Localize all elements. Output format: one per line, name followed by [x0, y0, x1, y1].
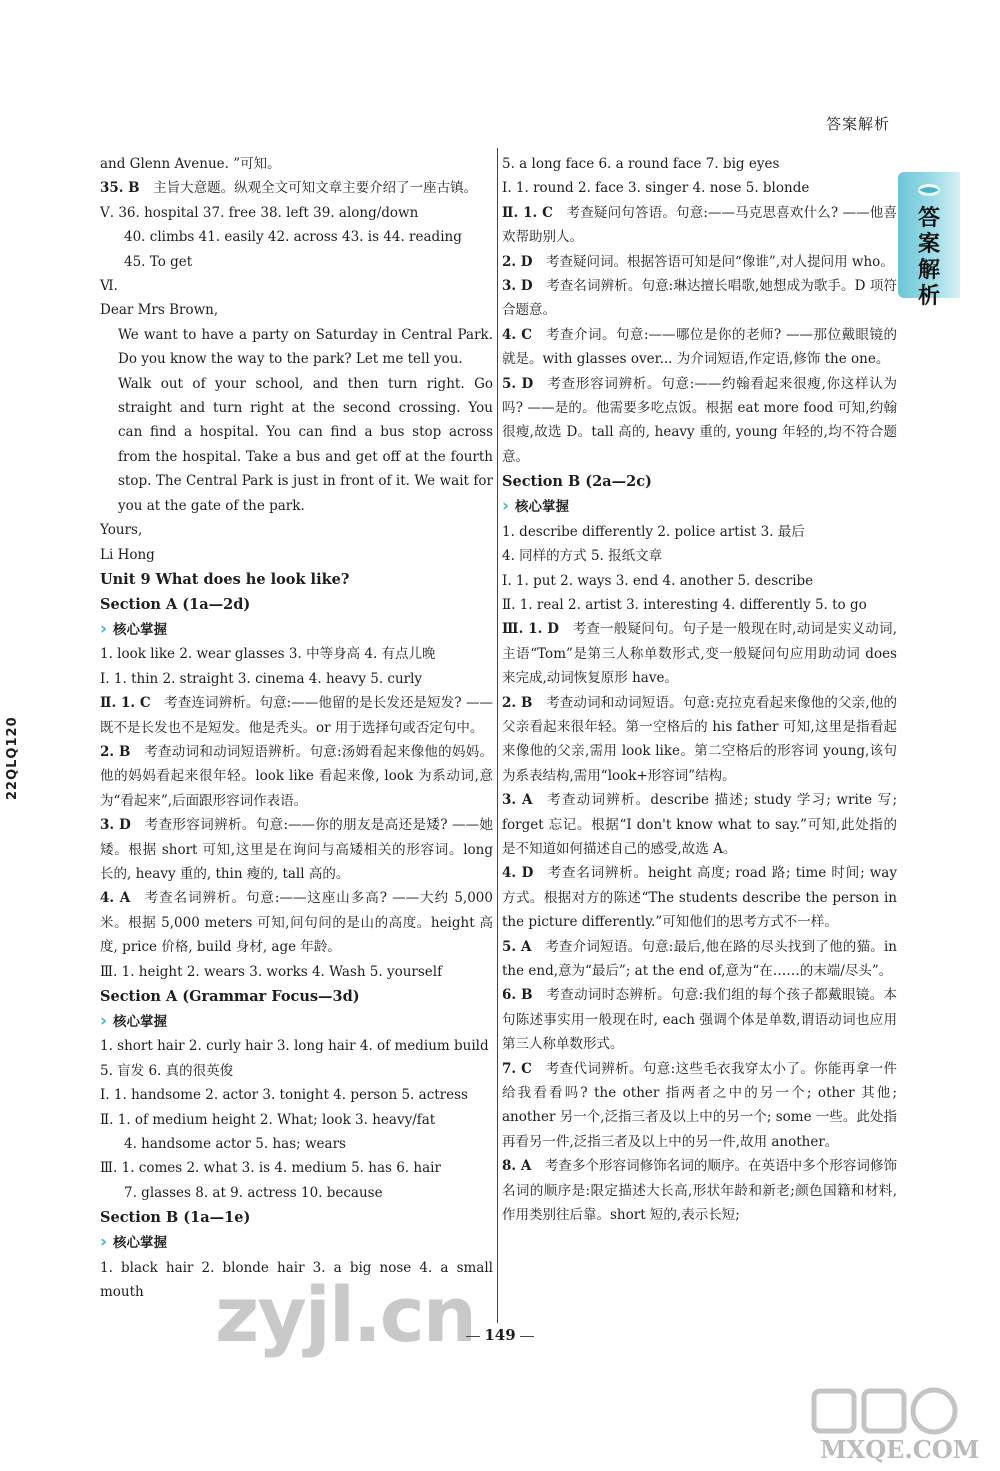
subsection-heading: › 核心掌握 — [100, 1230, 493, 1255]
column-divider — [497, 148, 498, 1323]
side-section-tab — [898, 172, 960, 309]
answer-item — [502, 788, 897, 861]
answer-explanation: 考查一般疑问句。句子是一般现在时,动词是实义动词,主语“Tom”是第三人称单数形式,变一般疑问句应用助动词 does 来完成,动词恢复原形 have。 — [502, 621, 897, 687]
answer-item — [502, 372, 897, 470]
text-line: Ⅰ. 1. handsome 2. actor 3. tonight 4. person 5. actress — [100, 1087, 468, 1104]
side-code-text: 22QLQ120 — [5, 716, 20, 800]
answer-number: 5. D — [502, 375, 534, 392]
letter-signoff: Yours, — [100, 522, 143, 539]
text-line: Ⅰ. 1. round 2. face 3. singer 4. nose 5. blonde — [502, 180, 810, 197]
text-line: 1. describe differently 2. police artist 3. 最后 — [502, 523, 805, 540]
answer-explanation: 考查名词辨析。句意:琳达擅长唱歌,她想成为歌手。D 项符合题意。 — [502, 278, 897, 319]
answer-number: 3. D — [100, 817, 131, 834]
section-title: Section B (1a—1e) — [100, 1209, 251, 1227]
answer-item — [100, 886, 493, 959]
answer-explanation: 考查名词辨析。height 高度; road 路; time 时间; way 方式。根据对方的陈述“The students describe the person in the picture differently.”可知他们的思考方式不一样。 — [502, 865, 897, 931]
answer-item — [502, 1154, 897, 1227]
answer-item — [100, 176, 493, 200]
answer-number: 7. C — [502, 1060, 532, 1077]
answer-explanation: 考查动词辨析。describe 描述; study 学习; write 写; forget 忘记。根据“I don't know what to say.”可知,此处指的是不知道如何描述自己的感受,故选 A。 — [502, 792, 897, 857]
leaf-icon — [916, 182, 942, 198]
text-line: 45. To get — [124, 253, 193, 270]
subsection-heading: › 核心掌握 — [100, 1009, 493, 1034]
answer-item — [100, 813, 493, 886]
text-line: Ⅱ. 1. real 2. artist 3. interesting 4. differently 5. to go — [502, 596, 867, 613]
page-header-title: 答案解析 — [825, 115, 890, 133]
answer-item — [502, 274, 897, 323]
answer-explanation: 考查介词。句意:——哪位是你的老师? ——那位戴眼镜的就是。with glasses over... 为介词短语,作定语,修饰 the one。 — [502, 326, 898, 368]
watermark-logo-text: MXQE.COM — [820, 1435, 980, 1464]
section-title: Section A (Grammar Focus—3d) — [100, 988, 360, 1005]
answer-item — [502, 250, 897, 274]
subsection-heading: › 核心掌握 — [100, 617, 493, 642]
answer-explanation: 考查动词时态辨析。句意:我们组的每个孩子都戴眼镜。本句陈述事实用一般现在时, each 强调个体是单数,谓语动词也应用第三人称单数形式。 — [502, 987, 897, 1053]
answer-explanation: 考查疑问句答语。句意:——马克思喜欢什么? ——他喜欢帮助别人。 — [502, 204, 897, 246]
section-title: Section A (1a—2d) — [100, 595, 251, 613]
text-line: 40. climbs 41. easily 42. across 43. is 44. reading — [124, 229, 462, 246]
text-line: 4. handsome actor 5. has; wears — [124, 1136, 346, 1153]
answer-explanation: 考查形容词辨析。句意:——你的朋友是高还是矮? ——她矮。根据 short 可知,这里是在询问与高矮相关的形容词。long 长的, heavy 重的, thin 瘦的, tall 高的。 — [100, 817, 493, 882]
section-title: Unit 9 What does he look like? — [100, 570, 350, 588]
answer-number: 3. A — [502, 792, 533, 809]
page-number: 149 — [452, 1326, 548, 1344]
right-column — [502, 152, 897, 1227]
side-tab-text: 答案解析 — [917, 206, 940, 309]
answer-explanation: 考查连词辨析。句意:——他留的是长发还是短发? ——既不是长发也不是短发。他是秃头。or 用于选择句或否定句中。 — [100, 695, 493, 736]
answer-item — [100, 740, 493, 813]
text-line: Dear Mrs Brown, — [100, 302, 219, 319]
answer-number: 5. A — [502, 938, 532, 955]
answer-item — [100, 691, 493, 740]
answer-number: 3. D — [502, 278, 533, 295]
answer-number: 4. C — [502, 326, 533, 343]
section-title: Section B (2a—2c) — [502, 473, 652, 491]
answer-number: Ⅱ. 1. C — [502, 204, 553, 221]
text-line: 5. a long face 6. a round face 7. big eyes — [502, 156, 780, 172]
answer-explanation: 考查代词辨析。句意:这些毛衣我穿太小了。你能再拿一件给我看看吗? the other 指两者之中的另一个; other 其他; another 另一个,泛指三者及以上中的另一个; some 一些。此处指再看另一件,泛指三者及以上中的另一件,故用 another。 — [502, 1060, 897, 1150]
text-line: 1. short hair 2. curly hair 3. long hair 4. of medium build — [100, 1038, 489, 1055]
answer-number: 2. D — [502, 253, 533, 270]
answer-number: 8. A — [502, 1158, 532, 1175]
answer-explanation: 考查动词和动词短语辨析。句意:汤姆看起来像他的妈妈。他的妈妈看起来很年轻。look like 看起来像, look 为系动词,意为“看起来”,后面跟形容词作表语。 — [100, 743, 493, 809]
answer-number: 2. B — [502, 694, 533, 711]
answer-item — [502, 983, 897, 1056]
text-line: 1. black hair 2. blonde hair 3. a big nose 4. a small mouth — [100, 1259, 493, 1301]
text-line: Ⅱ. 1. of medium height 2. What; look 3. heavy/fat — [100, 1111, 436, 1128]
text-line: Walk out of your school, and then turn right. Go straight and turn right at the second crossing. You can find a hospital. You can find a bus stop across from the hospital. Take a bus and get off at the fourth stop. The Central Park is just in front of it. We wait for you at the gate of the park. — [118, 375, 493, 514]
answer-number: 6. B — [502, 987, 533, 1004]
answer-explanation: 考查疑问词。根据答语可知是问“像谁”,对人提问用 who。 — [546, 253, 894, 270]
text-line: Ⅲ. 1. height 2. wears 3. works 4. Wash 5. yourself — [100, 963, 443, 980]
answer-explanation: 考查名词辨析。句意:——这座山多高? ——大约 5,000 米。根据 5,000 meters 可知,问句问的是山的高度。height 高度, price 价格, build 身材, age 年龄。 — [100, 890, 493, 956]
answer-explanation: 主旨大意题。纵观全文可知文章主要介绍了一座古镇。 — [153, 180, 478, 197]
answer-item — [502, 691, 897, 789]
text-line: Ⅲ. 1. comes 2. what 3. is 4. medium 5. has 6. hair — [100, 1160, 441, 1177]
answer-number: 4. A — [100, 890, 131, 907]
answer-item — [502, 617, 897, 690]
answer-number: 35. B — [100, 180, 140, 197]
text-line: 4. 同样的方式 5. 报纸文章 — [502, 548, 663, 565]
text-line: Ⅰ. 1. thin 2. straight 3. cinema 4. heavy 5. curly — [100, 670, 423, 687]
watermark-site: zyjl.cn — [215, 1270, 475, 1359]
left-column — [100, 152, 493, 1304]
answer-item — [502, 201, 897, 250]
answer-number: 4. D — [502, 865, 534, 882]
side-code — [2, 700, 30, 800]
text-line: Ⅵ. — [100, 278, 118, 295]
text-line: 1. look like 2. wear glasses 3. 中等身高 4. 有点儿晚 — [100, 646, 436, 663]
answer-explanation: 考查动词和动词短语。句意:克拉克看起来像他的父亲,他的父亲看起来很年轻。第一空格后的 his father 可知,这里是指看起来像他的父亲,需用 look like。第二空格后的形容词 young,该句为系表结构,需用“look+形容词”结构。 — [502, 694, 897, 784]
letter-signoff: Li Hong — [100, 546, 155, 563]
subsection-heading: › 核心掌握 — [502, 494, 897, 519]
text-line: Ⅰ. 1. put 2. ways 3. end 4. another 5. describe — [502, 572, 814, 589]
answer-item — [502, 323, 897, 372]
answer-number: Ⅱ. 1. C — [100, 695, 151, 712]
text-line: We want to have a party on Saturday in Central Park. Do you know the way to the park? Let me tell you. — [118, 326, 493, 368]
answer-item — [502, 861, 897, 934]
answer-explanation: 考查多个形容词修饰名词的顺序。在英语中多个形容词修饰名词的顺序是:限定描述大长高,形状年龄和新老;颜色国籍和材料,作用类别往后靠。short 短的,表示长短; — [502, 1158, 898, 1224]
text-line: 5. 盲发 6. 真的很英俊 — [100, 1062, 234, 1079]
answer-explanation: 考查介词短语。句意:最后,他在路的尽头找到了他的猫。in the end,意为“最后”; at the end of,意为“在……的末端/尽头”。 — [502, 938, 897, 979]
answer-item — [502, 1057, 897, 1155]
answer-number: 2. B — [100, 743, 131, 760]
text-line: and Glenn Avenue. ”可知。 — [100, 156, 281, 172]
text-line: Ⅴ. 36. hospital 37. free 38. left 39. along/down — [100, 204, 419, 221]
answer-item — [502, 935, 897, 984]
answer-number: Ⅲ. 1. D — [502, 621, 559, 638]
text-line: 7. glasses 8. at 9. actress 10. because — [124, 1184, 383, 1201]
answer-explanation: 考查形容词辨析。句意:——约翰看起来很瘦,你这样认为吗? ——是的。他需要多吃点饭。根据 eat more food 可知,约翰很瘦,故选 D。tall 高的, heavy 重的, young 年轻的,均不符合题意。 — [502, 375, 897, 465]
